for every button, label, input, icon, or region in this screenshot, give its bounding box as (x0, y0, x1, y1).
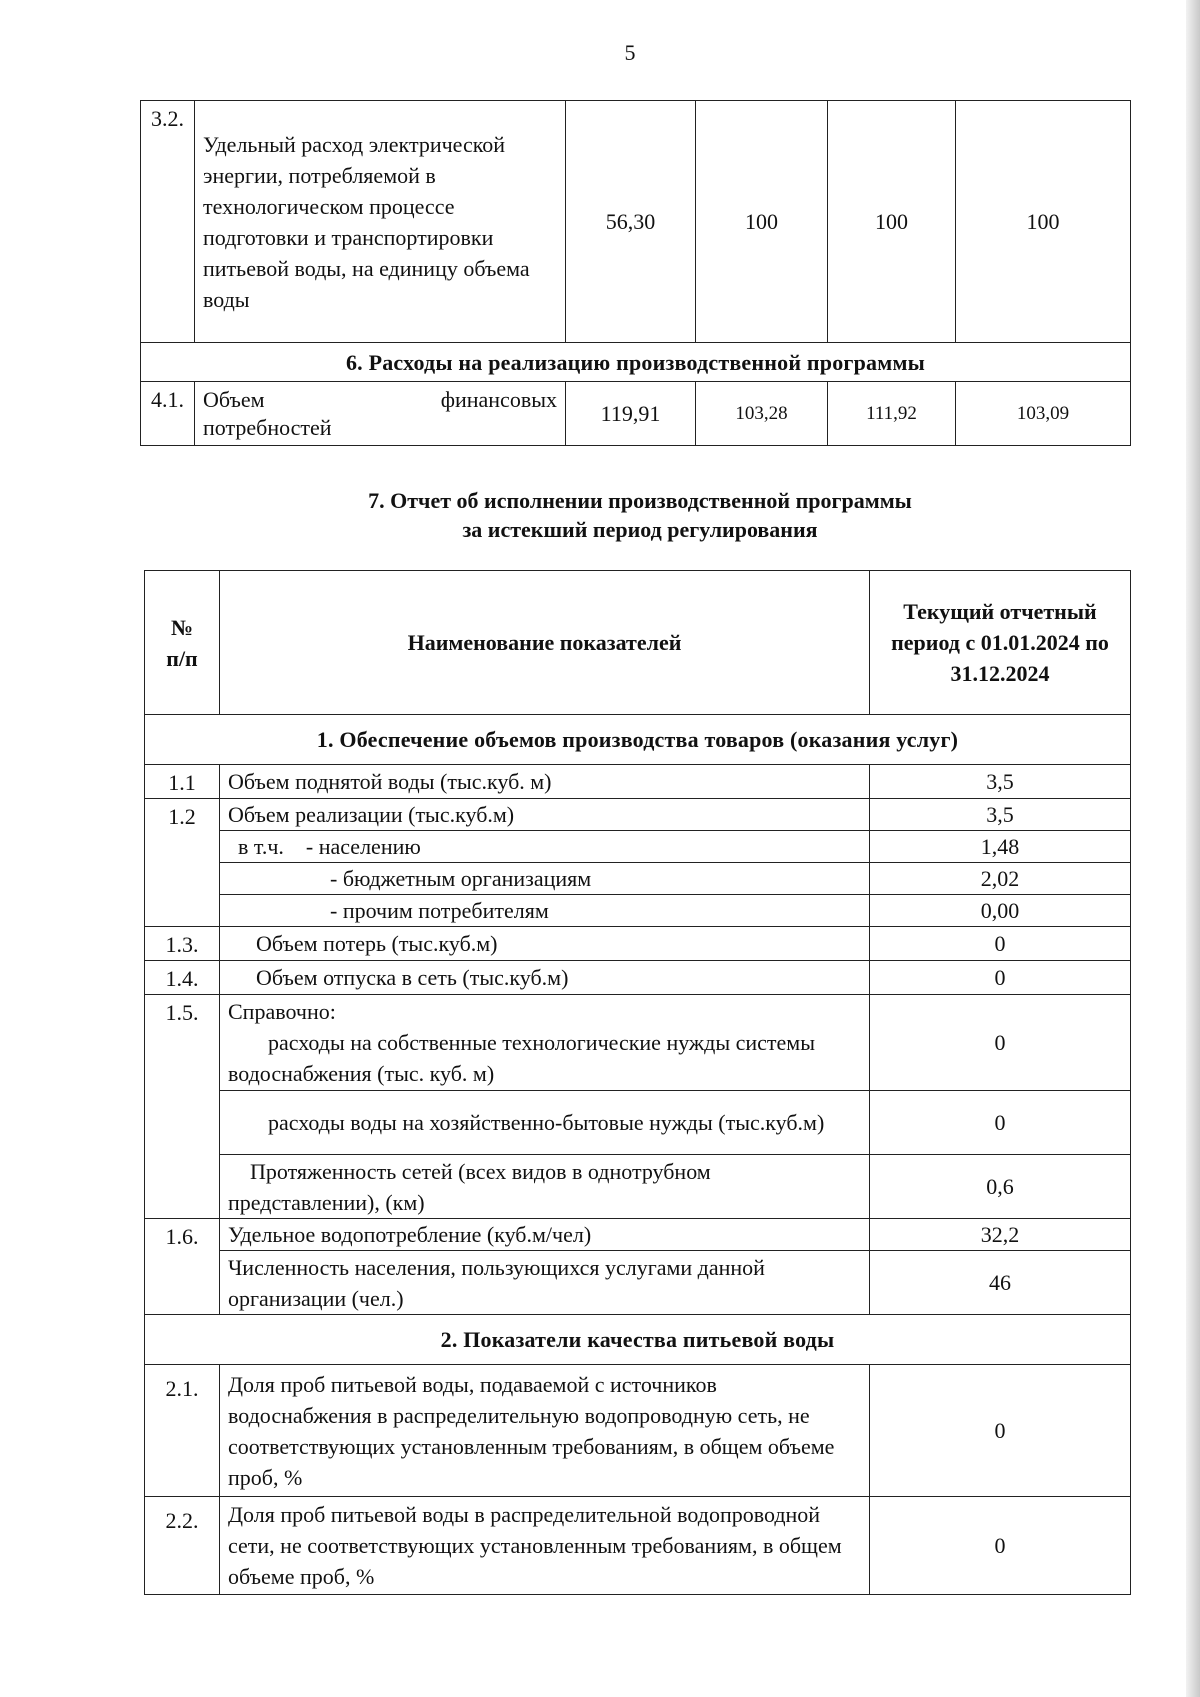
value-cell: 32,2 (870, 1219, 1131, 1251)
value-cell: 100 (828, 101, 956, 343)
table-row (145, 927, 1131, 961)
report-heading-line: 7. Отчет об исполнении производственной программы (368, 488, 912, 513)
header-number: № п/п (145, 571, 220, 715)
row-number: 1.1 (145, 765, 220, 799)
indicator-name: в т.ч. - населению (220, 831, 870, 863)
table-row (145, 1091, 1131, 1155)
value-cell: 0 (870, 961, 1131, 995)
table-row (145, 831, 1131, 863)
table-row (145, 863, 1131, 895)
report-heading-line: за истекший период регулирования (462, 517, 818, 542)
value-cell: 119,91 (566, 382, 696, 446)
section-title: 1. Обеспечение объемов производства товаров (оказания услуг) (145, 715, 1131, 765)
indicator-name-text: расходы воды на хозяйственно-бытовые нужды (тыс.куб.м) (268, 1110, 825, 1135)
indicator-name: Объем отпуска в сеть (тыс.куб.м) (220, 961, 870, 995)
table-row (145, 1155, 1131, 1219)
row-number: 1.2 (145, 799, 220, 927)
table-row (145, 961, 1131, 995)
scan-edge (1186, 0, 1200, 1697)
top-table (140, 100, 1131, 446)
table-row (141, 382, 1131, 446)
indicator-name-line: Справочно: (228, 999, 336, 1024)
indicator-name: Численность населения, пользующихся услугами данной организации (чел.) (220, 1251, 870, 1315)
indicator-name: Удельный расход электрической энергии, потребляемой в технологическом процессе подготовки и транспортировки питьевой воды, на единицу объема воды (195, 101, 566, 343)
indicator-name: - прочим потребителям (220, 895, 870, 927)
value-cell: 1,48 (870, 831, 1131, 863)
row-number: 3.2. (141, 101, 195, 343)
row-number: 2.2. (145, 1497, 220, 1595)
value-cell: 0 (870, 927, 1131, 961)
table-row (145, 895, 1131, 927)
table-row (145, 799, 1131, 831)
section-title: 2. Показатели качества питьевой воды (145, 1315, 1131, 1365)
table-row (145, 1251, 1131, 1315)
header-period: Текущий отчетный период с 01.01.2024 по 31.12.2024 (870, 571, 1131, 715)
indicator-name: Доля проб питьевой воды в распределительной водопроводной сети, не соответствующих установленным требованиям, в общем объеме проб, % (220, 1497, 870, 1595)
row-number: 1.6. (145, 1219, 220, 1315)
value-cell: 0 (870, 1497, 1131, 1595)
row-number: 1.5. (145, 995, 220, 1219)
indicator-name (220, 1155, 870, 1219)
section-row (141, 343, 1131, 382)
indicator-name: Объем поднятой воды (тыс.куб. м) (220, 765, 870, 799)
value-cell: 0 (870, 995, 1131, 1091)
row-number: 1.3. (145, 927, 220, 961)
indicator-name: Объем реализации (тыс.куб.м) (220, 799, 870, 831)
value-cell: 103,28 (696, 382, 828, 446)
value-cell: 0,6 (870, 1155, 1131, 1219)
indicator-name (195, 382, 566, 446)
table-row (145, 995, 1131, 1091)
section-title: 6. Расходы на реализацию производственной программы (141, 343, 1131, 382)
value-cell: 103,09 (956, 382, 1131, 446)
table-row (141, 101, 1131, 343)
section-row (145, 1315, 1131, 1365)
header-name: Наименование показателей (220, 571, 870, 715)
row-number: 2.1. (145, 1365, 220, 1497)
value-cell: 100 (956, 101, 1131, 343)
indicator-name-text: Протяженность сетей (всех видов в однотрубном представлении), (км) (228, 1158, 711, 1215)
value-cell: 100 (696, 101, 828, 343)
value-cell: 2,02 (870, 863, 1131, 895)
table-row (145, 1497, 1131, 1595)
table-row (145, 765, 1131, 799)
indicator-name: - бюджетным организациям (220, 863, 870, 895)
value-cell: 46 (870, 1251, 1131, 1315)
value-cell: 3,5 (870, 799, 1131, 831)
section-row (145, 715, 1131, 765)
indicator-name: Удельное водопотребление (куб.м/чел) (220, 1219, 870, 1251)
indicator-name (220, 1091, 870, 1155)
report-heading (140, 486, 1140, 544)
value-cell: 3,5 (870, 765, 1131, 799)
page-number: 5 (624, 40, 636, 65)
table-row (145, 1365, 1131, 1497)
indicator-name (220, 995, 870, 1091)
indicator-name-line: расходы на собственные технологические нужды системы водоснабжения (тыс. куб. м) (228, 1030, 815, 1086)
value-cell: 0 (870, 1365, 1131, 1497)
indicator-name-line: Объем финансовых (203, 386, 557, 412)
header-row (145, 571, 1131, 715)
row-number: 1.4. (145, 961, 220, 995)
row-number: 4.1. (141, 382, 195, 446)
value-cell: 111,92 (828, 382, 956, 446)
table-row (145, 1219, 1131, 1251)
value-cell: 0,00 (870, 895, 1131, 927)
indicator-name-line: потребностей (203, 414, 332, 440)
report-table (144, 570, 1131, 1595)
indicator-name: Доля проб питьевой воды, подаваемой с источников водоснабжения в распределительную водопроводную сеть, не соответствующих установленным требованиям, в общем объеме проб, % (220, 1365, 870, 1497)
indicator-name: Объем потерь (тыс.куб.м) (220, 927, 870, 961)
value-cell: 56,30 (566, 101, 696, 343)
value-cell: 0 (870, 1091, 1131, 1155)
